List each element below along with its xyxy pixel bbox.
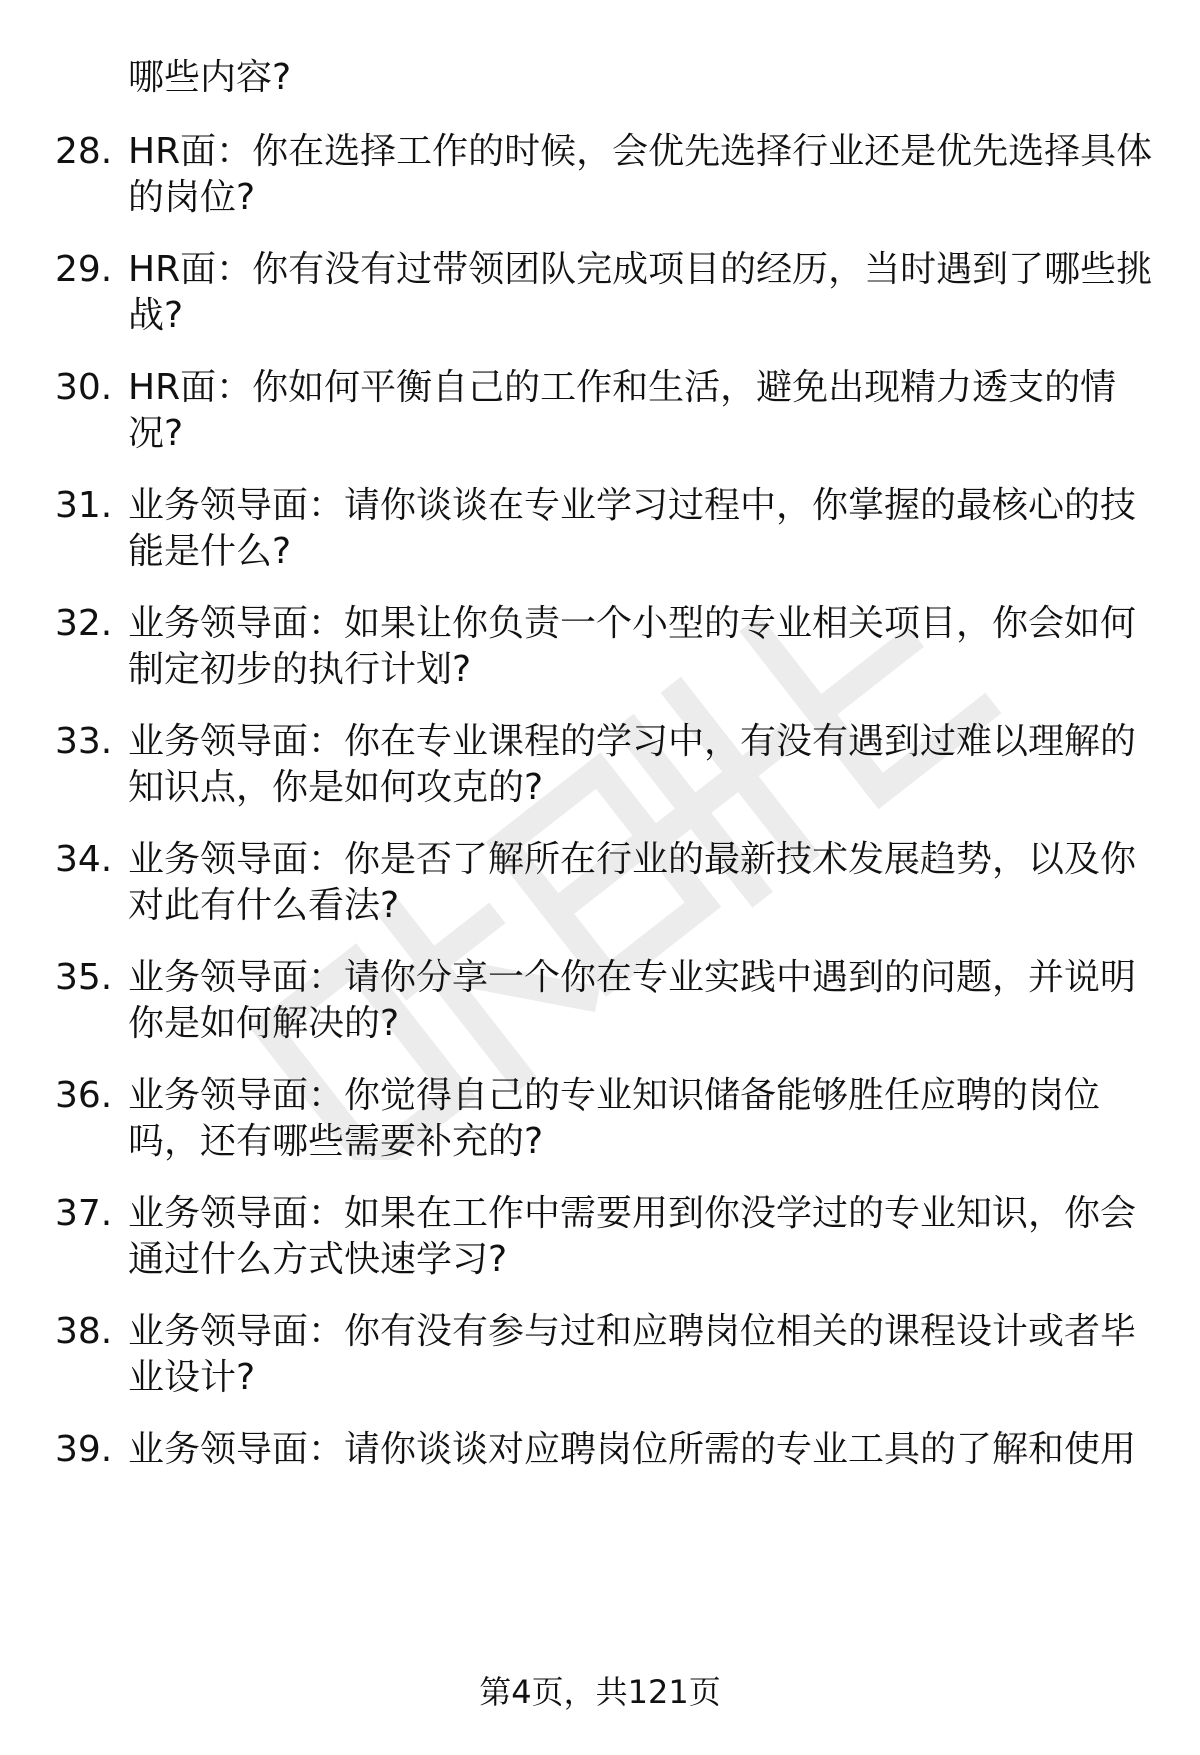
list-item-number: 39.: [55, 1429, 113, 1470]
list-item-line: 对此有什么看法?: [128, 885, 400, 926]
list-item-line: 业务领导面：请你谈谈对应聘岗位所需的专业工具的了解和使用: [128, 1429, 1137, 1470]
list-item-line: 业务领导面：你觉得自己的专业知识储备能够胜任应聘的岗位: [128, 1075, 1101, 1116]
list-item-number: 30.: [55, 367, 113, 408]
list-item-line: 业务领导面：你在专业课程的学习中，有没有遇到过难以理解的: [128, 721, 1137, 762]
list-item-line: 况?: [128, 413, 184, 454]
list-item-line: 知识点，你是如何攻克的?: [128, 767, 544, 808]
page-footer: 第4页，共121页: [479, 1673, 721, 1711]
list-item-number: 38.: [55, 1311, 113, 1352]
list-item-number: 29.: [55, 249, 113, 290]
list-item-line: 能是什么?: [128, 531, 292, 572]
list-item-line: 业务领导面：请你谈谈在专业学习过程中，你掌握的最核心的技: [128, 485, 1137, 526]
list-item-line: HR面：你有没有过带领团队完成项目的经历，当时遇到了哪些挑: [128, 249, 1153, 290]
list-item-number: 37.: [55, 1193, 113, 1234]
list-item-line: 哪些内容?: [128, 57, 292, 98]
list-item-line: 的岗位?: [128, 177, 256, 218]
list-item-line: 吗，还有哪些需要补充的?: [128, 1121, 544, 1162]
list-item-number: 31.: [55, 485, 113, 526]
list-item-line: 业务领导面：如果在工作中需要用到你没学过的专业知识，你会: [128, 1193, 1137, 1234]
list-item-line: 业务领导面：你是否了解所在行业的最新技术发展趋势，以及你: [128, 839, 1137, 880]
list-item-line: 通过什么方式快速学习?: [128, 1239, 508, 1280]
list-item-number: 36.: [55, 1075, 113, 1116]
list-item-line: 业设计?: [128, 1357, 256, 1398]
list-item-line: 制定初步的执行计划?: [128, 649, 472, 690]
list-item-number: 32.: [55, 603, 113, 644]
list-item-line: 业务领导面：你有没有参与过和应聘岗位相关的课程设计或者毕: [128, 1311, 1137, 1352]
list-item-line: HR面：你在选择工作的时候，会优先选择行业还是优先选择具体: [128, 131, 1153, 172]
list-item-line: 你是如何解决的?: [128, 1003, 400, 1044]
list-item-number: 34.: [55, 839, 113, 880]
list-item-line: HR面：你如何平衡自己的工作和生活，避免出现精力透支的情: [128, 367, 1117, 408]
list-item-line: 业务领导面：如果让你负责一个小型的专业相关项目，你会如何: [128, 603, 1137, 644]
list-item-number: 33.: [55, 721, 113, 762]
list-item-line: 战?: [128, 295, 184, 336]
list-item-line: 业务领导面：请你分享一个你在专业实践中遇到的问题，并说明: [128, 957, 1137, 998]
list-item-number: 35.: [55, 957, 113, 998]
list-item-number: 28.: [55, 131, 113, 172]
